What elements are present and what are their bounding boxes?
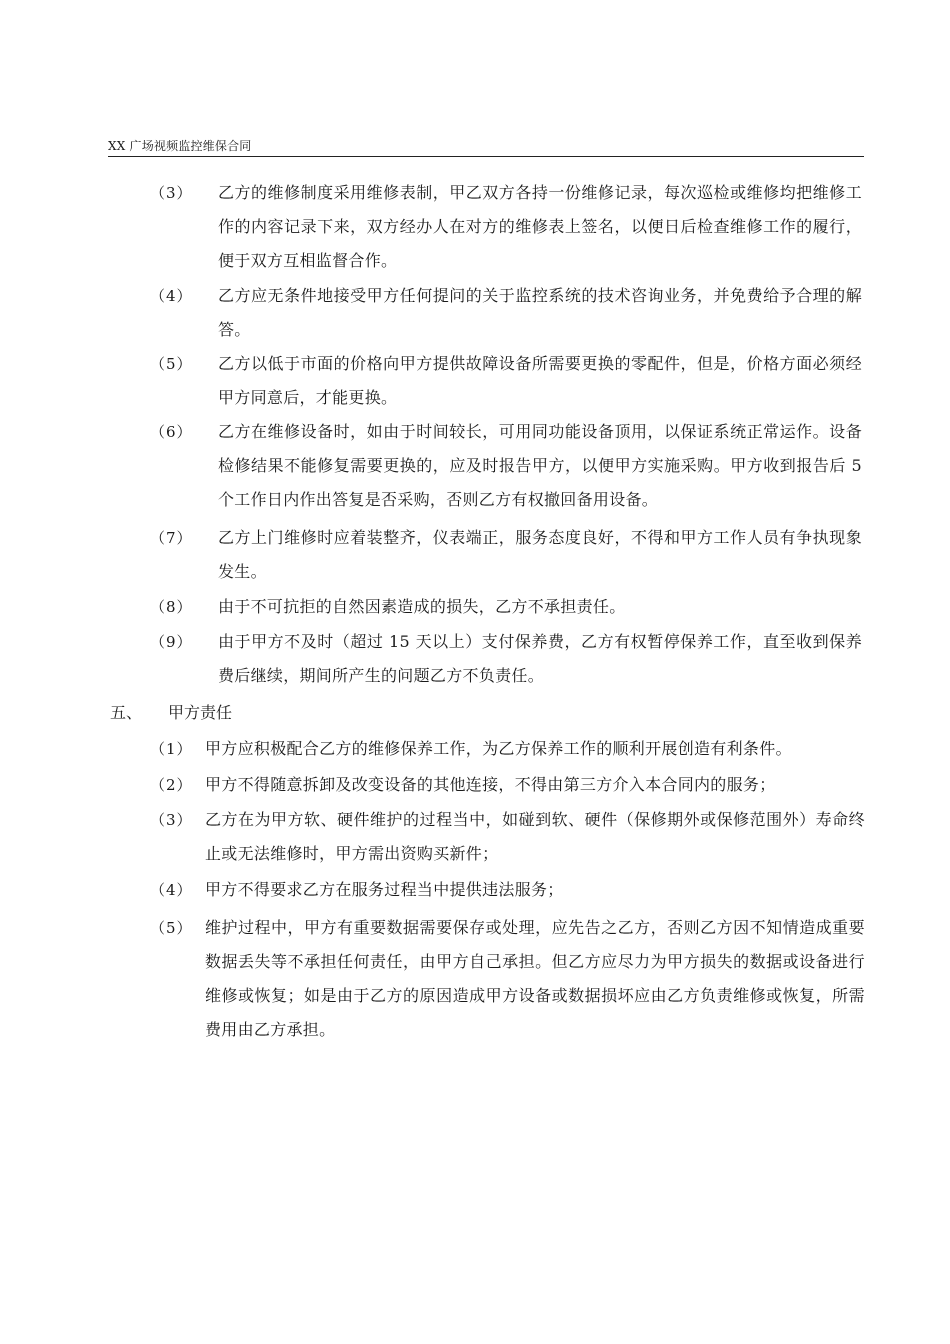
header-title: XX 广场视频监控维保合同 <box>108 139 252 153</box>
item-number: （7） <box>150 529 193 547</box>
item-number: （6） <box>150 423 193 441</box>
section-title: 甲方责任 <box>168 703 233 722</box>
page-header <box>108 136 864 157</box>
item-number: （1） <box>150 740 193 758</box>
item-number: （2） <box>150 776 193 794</box>
item-number: （4） <box>150 881 193 899</box>
item-text: 维护过程中，甲方有重要数据需要保存或处理，应先告之乙方，否则乙方因不知情造成重要数据丢失等不承担任何责任，由甲方自己承担。但乙方应尽力为甲方损失的数据或设备进行维修或恢复；如是由于乙方的原因造成甲方设备或数据损坏应由乙方负责维修或恢复，所需费用由乙方承担。 <box>205 918 865 1039</box>
item-text: 乙方在为甲方软、硬件维护的过程当中，如碰到软、硬件（保修期外或保修范围外）寿命终止或无法维修时，甲方需出资购买新件； <box>205 810 865 863</box>
item-text: 乙方应无条件地接受甲方任何提问的关于监控系统的技术咨询业务，并免费给予合理的解答。 <box>218 286 862 339</box>
item-text: 甲方不得要求乙方在服务过程当中提供违法服务； <box>205 880 564 899</box>
section-number: 五、 <box>110 703 143 722</box>
item-text: 甲方不得随意拆卸及改变设备的其他连接，不得由第三方介入本合同内的服务； <box>205 775 776 794</box>
item-text: 乙方的维修制度采用维修表制，甲乙双方各持一份维修记录，每次巡检或维修均把维修工作的内容记录下来，双方经办人在对方的维修表上签名，以便日后检查维修工作的履行，便于双方互相监督合作。 <box>218 183 862 270</box>
item-text: 由于不可抗拒的自然因素造成的损失，乙方不承担责任。 <box>218 597 626 616</box>
item-number: （5） <box>150 355 193 373</box>
item-text: 由于甲方不及时（超过 15 天以上）支付保养费，乙方有权暂停保养工作，直至收到保养费后继续，期间所产生的问题乙方不负责任。 <box>218 632 862 685</box>
item-text: 乙方在维修设备时，如由于时间较长，可用同功能设备顶用，以保证系统正常运作。设备检修结果不能修复需要更换的，应及时报告甲方，以便甲方实施采购。甲方收到报告后 5 个工作日内作出答复是否采购，否则乙方有权撤回备用设备。 <box>218 422 862 509</box>
item-number: （8） <box>150 598 193 616</box>
item-number: （3） <box>150 184 193 202</box>
item-number: （3） <box>150 811 193 829</box>
item-text: 甲方应积极配合乙方的维修保养工作，为乙方保养工作的顺利开展创造有利条件。 <box>205 739 792 758</box>
item-number: （5） <box>150 919 193 937</box>
item-number: （9） <box>150 633 193 651</box>
item-text: 乙方以低于市面的价格向甲方提供故障设备所需要更换的零配件，但是，价格方面必须经甲方同意后，才能更换。 <box>218 354 862 407</box>
item-text: 乙方上门维修时应着装整齐，仪表端正，服务态度良好，不得和甲方工作人员有争执现象发生。 <box>218 528 862 581</box>
item-number: （4） <box>150 287 193 305</box>
